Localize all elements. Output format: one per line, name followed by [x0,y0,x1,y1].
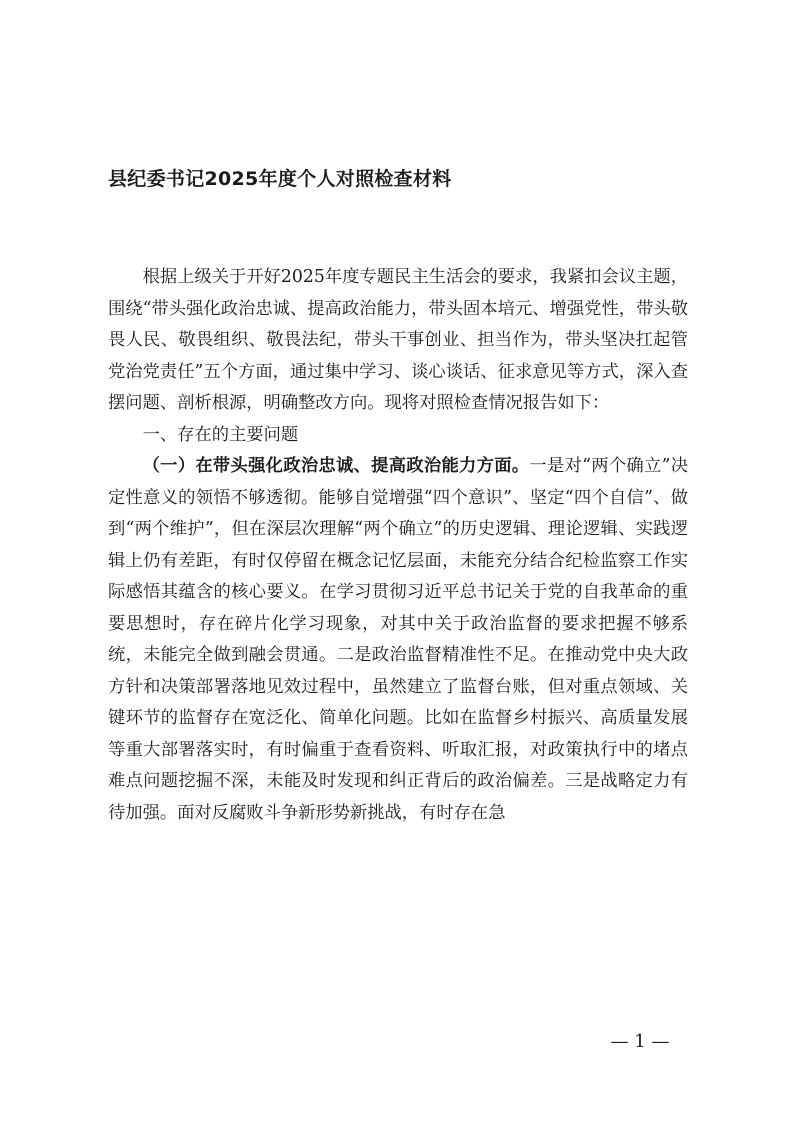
subsection-text: 一是对“两个确立”决定性意义的领悟不够透彻。能够自觉增强“四个意识”、坚定“四个自信”、做到“两个维护”，但在深层次理解“两个确立”的历史逻辑、理论逻辑、实践逻辑上仍有差距，有时仅停留在概念记忆层面，未能充分结合纪检监察工作实际感悟其蕴含的核心要义。在学习贯彻习近平总书记关于党的自我革命的重要思想时，存在碎片化学习现象，对其中关于政治监督的要求把握不够系统，未能完全做到融会贯通。二是政治监督精准性不足。在推动党中央大政方针和决策部署落地见效过程中，虽然建立了监督台账，但对重点领域、关键环节的监督存在宽泛化、简单化问题。比如在监督乡村振兴、高质量发展等重大部署落实时，有时偏重于查看资料、听取汇报，对政策执行中的堵点难点问题挖掘不深，未能及时发现和纠正背后的政治偏差。三是战略定力有待加强。面对反腐败斗争新形势新挑战，有时存在急 [108,456,688,823]
document-body [108,262,688,829]
document-title: 县纪委书记2025年度个人对照检查材料 [108,168,452,190]
intro-paragraph: 根据上级关于开好2025年度专题民主生活会的要求，我紧扣会议主题，围绕“带头强化政治忠诚、提高政治能力，带头固本培元、增强党性，带头敬畏人民、敬畏组织、敬畏法纪，带头干事创业、担当作为，带头坚决扛起管党治党责任”五个方面，通过集中学习、谈心谈话、征求意见等方式，深入查摆问题、剖析根源，明确整改方向。现将对照检查情况报告如下： [108,267,688,413]
section-heading: 一、存在的主要问题 [142,424,299,445]
page-number: — 1 — [610,1031,670,1052]
subsection-paragraph [108,451,688,829]
subsection-heading: （一）在带头强化政治忠诚、提高政治能力方面。 [142,456,530,476]
